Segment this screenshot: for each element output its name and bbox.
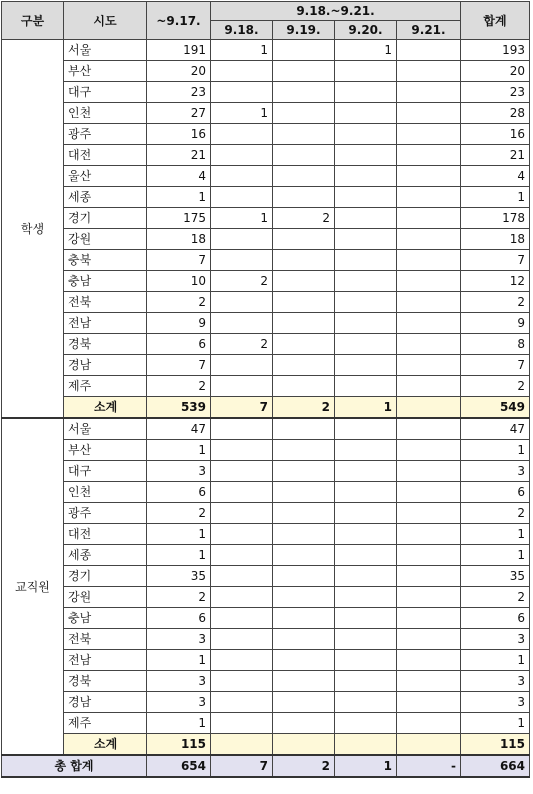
value-cell xyxy=(335,671,397,692)
region-label: 경북 xyxy=(64,334,147,355)
value-cell: 6 xyxy=(147,608,211,629)
value-cell xyxy=(273,461,335,482)
value-cell xyxy=(273,650,335,671)
region-label: 울산 xyxy=(64,166,147,187)
value-cell xyxy=(273,503,335,524)
value-cell: 191 xyxy=(147,40,211,61)
region-label: 충북 xyxy=(64,250,147,271)
value-cell: 2 xyxy=(147,292,211,313)
value-cell xyxy=(397,40,461,61)
subtotal-value xyxy=(397,734,461,756)
value-cell xyxy=(273,124,335,145)
subtotal-value: 7 xyxy=(211,397,273,419)
value-cell xyxy=(335,440,397,461)
value-cell xyxy=(211,166,273,187)
value-cell: 3 xyxy=(461,692,530,713)
region-label: 대구 xyxy=(64,82,147,103)
region-label: 경기 xyxy=(64,208,147,229)
value-cell xyxy=(335,608,397,629)
table-row xyxy=(2,545,530,566)
header-row xyxy=(2,2,530,21)
value-cell xyxy=(211,440,273,461)
table-row xyxy=(2,524,530,545)
table-row xyxy=(2,503,530,524)
value-cell: 3 xyxy=(461,461,530,482)
value-cell: 4 xyxy=(461,166,530,187)
value-cell xyxy=(273,40,335,61)
region-label: 대전 xyxy=(64,145,147,166)
value-cell: 2 xyxy=(147,587,211,608)
value-cell: 1 xyxy=(335,40,397,61)
value-cell xyxy=(273,271,335,292)
grand-total-value: 2 xyxy=(273,755,335,777)
value-cell: 35 xyxy=(461,566,530,587)
value-cell xyxy=(335,482,397,503)
value-cell xyxy=(397,440,461,461)
table-row xyxy=(2,713,530,734)
value-cell xyxy=(335,103,397,124)
region-label: 전북 xyxy=(64,629,147,650)
value-cell: 3 xyxy=(147,671,211,692)
header-day: 9.19. xyxy=(273,21,335,40)
value-cell xyxy=(211,545,273,566)
value-cell: 2 xyxy=(147,376,211,397)
value-cell: 9 xyxy=(461,313,530,334)
subtotal-label: 소계 xyxy=(64,734,147,756)
value-cell: 12 xyxy=(461,271,530,292)
value-cell xyxy=(335,650,397,671)
value-cell xyxy=(273,250,335,271)
value-cell xyxy=(273,671,335,692)
region-label: 제주 xyxy=(64,713,147,734)
value-cell: 2 xyxy=(461,503,530,524)
value-cell: 18 xyxy=(461,229,530,250)
value-cell: 21 xyxy=(147,145,211,166)
statistics-table xyxy=(1,1,530,778)
value-cell xyxy=(273,334,335,355)
header-day: 9.21. xyxy=(397,21,461,40)
value-cell xyxy=(397,671,461,692)
value-cell xyxy=(273,608,335,629)
table-row xyxy=(2,587,530,608)
region-label: 경기 xyxy=(64,566,147,587)
region-label: 충남 xyxy=(64,271,147,292)
header-category: 구분 xyxy=(2,2,64,40)
region-label: 대구 xyxy=(64,461,147,482)
value-cell xyxy=(397,313,461,334)
region-label: 부산 xyxy=(64,440,147,461)
value-cell xyxy=(397,545,461,566)
table-row xyxy=(2,608,530,629)
value-cell: 1 xyxy=(211,208,273,229)
region-label: 인천 xyxy=(64,103,147,124)
table-row xyxy=(2,145,530,166)
value-cell: 1 xyxy=(211,103,273,124)
value-cell: 9 xyxy=(147,313,211,334)
value-cell xyxy=(211,629,273,650)
header-day: 9.18. xyxy=(211,21,273,40)
value-cell xyxy=(397,376,461,397)
value-cell: 2 xyxy=(461,292,530,313)
table-row xyxy=(2,334,530,355)
value-cell: 16 xyxy=(461,124,530,145)
header-range: 9.18.~9.21. xyxy=(211,2,461,21)
grand-total-label: 총 합계 xyxy=(2,755,147,777)
value-cell xyxy=(397,629,461,650)
value-cell: 1 xyxy=(147,545,211,566)
category-label: 학생 xyxy=(2,40,64,419)
value-cell xyxy=(397,524,461,545)
value-cell: 35 xyxy=(147,566,211,587)
value-cell xyxy=(211,418,273,440)
value-cell: 27 xyxy=(147,103,211,124)
value-cell xyxy=(211,671,273,692)
value-cell: 1 xyxy=(461,650,530,671)
value-cell xyxy=(273,187,335,208)
value-cell: 3 xyxy=(461,629,530,650)
value-cell xyxy=(335,334,397,355)
subtotal-value: 115 xyxy=(147,734,211,756)
value-cell xyxy=(273,545,335,566)
table-row xyxy=(2,208,530,229)
region-label: 전북 xyxy=(64,292,147,313)
region-label: 세종 xyxy=(64,187,147,208)
value-cell: 1 xyxy=(147,524,211,545)
header-region: 시도 xyxy=(64,2,147,40)
value-cell xyxy=(335,587,397,608)
value-cell: 10 xyxy=(147,271,211,292)
region-label: 경남 xyxy=(64,355,147,376)
value-cell: 1 xyxy=(147,187,211,208)
value-cell xyxy=(273,376,335,397)
table-row xyxy=(2,40,530,61)
value-cell xyxy=(335,61,397,82)
value-cell xyxy=(273,292,335,313)
region-label: 부산 xyxy=(64,61,147,82)
region-label: 경남 xyxy=(64,692,147,713)
subtotal-label: 소계 xyxy=(64,397,147,419)
value-cell xyxy=(211,587,273,608)
value-cell xyxy=(211,482,273,503)
value-cell xyxy=(211,503,273,524)
value-cell: 3 xyxy=(147,629,211,650)
grand-total-value: 664 xyxy=(461,755,530,777)
value-cell xyxy=(211,61,273,82)
subtotal-row xyxy=(2,397,530,419)
value-cell xyxy=(397,145,461,166)
region-label: 강원 xyxy=(64,587,147,608)
value-cell: 2 xyxy=(461,587,530,608)
value-cell xyxy=(211,376,273,397)
table-row xyxy=(2,482,530,503)
region-label: 제주 xyxy=(64,376,147,397)
value-cell: 3 xyxy=(147,461,211,482)
value-cell: 2 xyxy=(273,208,335,229)
subtotal-value: 1 xyxy=(335,397,397,419)
value-cell: 1 xyxy=(461,440,530,461)
value-cell: 16 xyxy=(147,124,211,145)
value-cell xyxy=(335,566,397,587)
subtotal-value xyxy=(211,734,273,756)
value-cell: 23 xyxy=(147,82,211,103)
value-cell xyxy=(273,524,335,545)
value-cell xyxy=(273,418,335,440)
value-cell xyxy=(273,440,335,461)
value-cell: 1 xyxy=(461,545,530,566)
value-cell xyxy=(397,124,461,145)
value-cell xyxy=(273,566,335,587)
region-label: 서울 xyxy=(64,40,147,61)
value-cell: 1 xyxy=(147,713,211,734)
value-cell xyxy=(273,166,335,187)
value-cell xyxy=(397,692,461,713)
table-row xyxy=(2,250,530,271)
value-cell xyxy=(335,524,397,545)
value-cell xyxy=(211,713,273,734)
value-cell xyxy=(273,587,335,608)
value-cell: 1 xyxy=(147,650,211,671)
region-label: 전남 xyxy=(64,650,147,671)
value-cell: 1 xyxy=(461,713,530,734)
value-cell: 23 xyxy=(461,82,530,103)
table-row xyxy=(2,629,530,650)
value-cell xyxy=(397,482,461,503)
value-cell xyxy=(397,103,461,124)
value-cell xyxy=(335,82,397,103)
value-cell xyxy=(397,650,461,671)
table-row xyxy=(2,271,530,292)
value-cell xyxy=(397,418,461,440)
value-cell: 1 xyxy=(461,524,530,545)
value-cell xyxy=(335,692,397,713)
value-cell xyxy=(211,229,273,250)
value-cell xyxy=(397,166,461,187)
subtotal-value xyxy=(273,734,335,756)
subtotal-row xyxy=(2,734,530,756)
table-row xyxy=(2,103,530,124)
value-cell xyxy=(397,229,461,250)
value-cell xyxy=(211,124,273,145)
region-label: 경북 xyxy=(64,671,147,692)
table-row xyxy=(2,650,530,671)
value-cell: 6 xyxy=(147,334,211,355)
header-before: ~9.17. xyxy=(147,2,211,40)
value-cell xyxy=(273,482,335,503)
subtotal-value xyxy=(335,734,397,756)
value-cell xyxy=(397,271,461,292)
value-cell xyxy=(211,250,273,271)
value-cell: 3 xyxy=(461,671,530,692)
value-cell xyxy=(335,461,397,482)
value-cell xyxy=(273,229,335,250)
value-cell: 193 xyxy=(461,40,530,61)
value-cell: 7 xyxy=(147,250,211,271)
value-cell xyxy=(335,629,397,650)
subtotal-value xyxy=(397,397,461,419)
value-cell xyxy=(397,355,461,376)
table-row xyxy=(2,82,530,103)
table-row xyxy=(2,187,530,208)
table-row xyxy=(2,566,530,587)
value-cell: 4 xyxy=(147,166,211,187)
region-label: 서울 xyxy=(64,418,147,440)
region-label: 대전 xyxy=(64,524,147,545)
value-cell xyxy=(397,187,461,208)
category-label: 교직원 xyxy=(2,418,64,755)
table-row xyxy=(2,166,530,187)
value-cell xyxy=(335,418,397,440)
table-row xyxy=(2,692,530,713)
value-cell: 178 xyxy=(461,208,530,229)
value-cell xyxy=(397,608,461,629)
value-cell xyxy=(273,103,335,124)
value-cell xyxy=(397,461,461,482)
value-cell xyxy=(211,145,273,166)
grand-total-value: 7 xyxy=(211,755,273,777)
value-cell: 2 xyxy=(211,334,273,355)
value-cell xyxy=(211,650,273,671)
table-row xyxy=(2,440,530,461)
value-cell xyxy=(397,503,461,524)
region-label: 전남 xyxy=(64,313,147,334)
region-label: 광주 xyxy=(64,503,147,524)
table-row xyxy=(2,229,530,250)
value-cell xyxy=(273,313,335,334)
subtotal-value: 549 xyxy=(461,397,530,419)
statistics-table-container xyxy=(1,1,530,778)
header-total: 합계 xyxy=(461,2,530,40)
value-cell: 7 xyxy=(147,355,211,376)
subtotal-value: 115 xyxy=(461,734,530,756)
grand-total-value: 1 xyxy=(335,755,397,777)
value-cell xyxy=(335,355,397,376)
value-cell xyxy=(397,61,461,82)
table-row xyxy=(2,292,530,313)
table-row xyxy=(2,313,530,334)
table-row xyxy=(2,461,530,482)
value-cell: 21 xyxy=(461,145,530,166)
value-cell: 175 xyxy=(147,208,211,229)
value-cell xyxy=(335,208,397,229)
value-cell xyxy=(335,187,397,208)
grand-total-row xyxy=(2,755,530,777)
value-cell: 7 xyxy=(461,355,530,376)
value-cell: 2 xyxy=(461,376,530,397)
value-cell xyxy=(211,187,273,208)
table-row xyxy=(2,376,530,397)
value-cell xyxy=(397,334,461,355)
value-cell xyxy=(273,61,335,82)
value-cell: 20 xyxy=(461,61,530,82)
region-label: 인천 xyxy=(64,482,147,503)
value-cell: 20 xyxy=(147,61,211,82)
value-cell xyxy=(397,587,461,608)
header-day: 9.20. xyxy=(335,21,397,40)
value-cell xyxy=(211,608,273,629)
value-cell: 47 xyxy=(461,418,530,440)
value-cell xyxy=(211,313,273,334)
value-cell xyxy=(397,713,461,734)
value-cell xyxy=(335,376,397,397)
value-cell: 2 xyxy=(211,271,273,292)
value-cell: 2 xyxy=(147,503,211,524)
value-cell xyxy=(273,713,335,734)
region-label: 광주 xyxy=(64,124,147,145)
value-cell xyxy=(397,208,461,229)
region-label: 충남 xyxy=(64,608,147,629)
value-cell xyxy=(335,313,397,334)
value-cell xyxy=(211,524,273,545)
value-cell: 6 xyxy=(461,482,530,503)
value-cell xyxy=(335,292,397,313)
value-cell: 28 xyxy=(461,103,530,124)
value-cell xyxy=(397,250,461,271)
table-row xyxy=(2,355,530,376)
value-cell xyxy=(335,713,397,734)
value-cell: 1 xyxy=(461,187,530,208)
value-cell xyxy=(335,145,397,166)
value-cell: 1 xyxy=(211,40,273,61)
value-cell xyxy=(211,82,273,103)
value-cell xyxy=(211,692,273,713)
grand-total-value: 654 xyxy=(147,755,211,777)
table-row xyxy=(2,418,530,440)
value-cell: 7 xyxy=(461,250,530,271)
value-cell xyxy=(273,355,335,376)
value-cell xyxy=(335,124,397,145)
region-label: 세종 xyxy=(64,545,147,566)
value-cell xyxy=(273,145,335,166)
value-cell xyxy=(335,166,397,187)
value-cell: 8 xyxy=(461,334,530,355)
table-body xyxy=(2,40,530,778)
value-cell xyxy=(335,545,397,566)
value-cell xyxy=(211,355,273,376)
value-cell: 6 xyxy=(147,482,211,503)
table-row xyxy=(2,61,530,82)
value-cell xyxy=(211,292,273,313)
value-cell: 1 xyxy=(147,440,211,461)
value-cell xyxy=(335,271,397,292)
value-cell xyxy=(335,503,397,524)
table-row xyxy=(2,671,530,692)
value-cell xyxy=(211,566,273,587)
grand-total-value: - xyxy=(397,755,461,777)
value-cell xyxy=(211,461,273,482)
value-cell: 6 xyxy=(461,608,530,629)
table-row xyxy=(2,124,530,145)
subtotal-value: 539 xyxy=(147,397,211,419)
region-label: 강원 xyxy=(64,229,147,250)
value-cell: 3 xyxy=(147,692,211,713)
value-cell xyxy=(273,692,335,713)
value-cell xyxy=(273,82,335,103)
value-cell: 18 xyxy=(147,229,211,250)
value-cell xyxy=(397,82,461,103)
value-cell xyxy=(397,566,461,587)
value-cell xyxy=(273,629,335,650)
value-cell xyxy=(335,229,397,250)
subtotal-value: 2 xyxy=(273,397,335,419)
value-cell: 47 xyxy=(147,418,211,440)
value-cell xyxy=(397,292,461,313)
value-cell xyxy=(335,250,397,271)
